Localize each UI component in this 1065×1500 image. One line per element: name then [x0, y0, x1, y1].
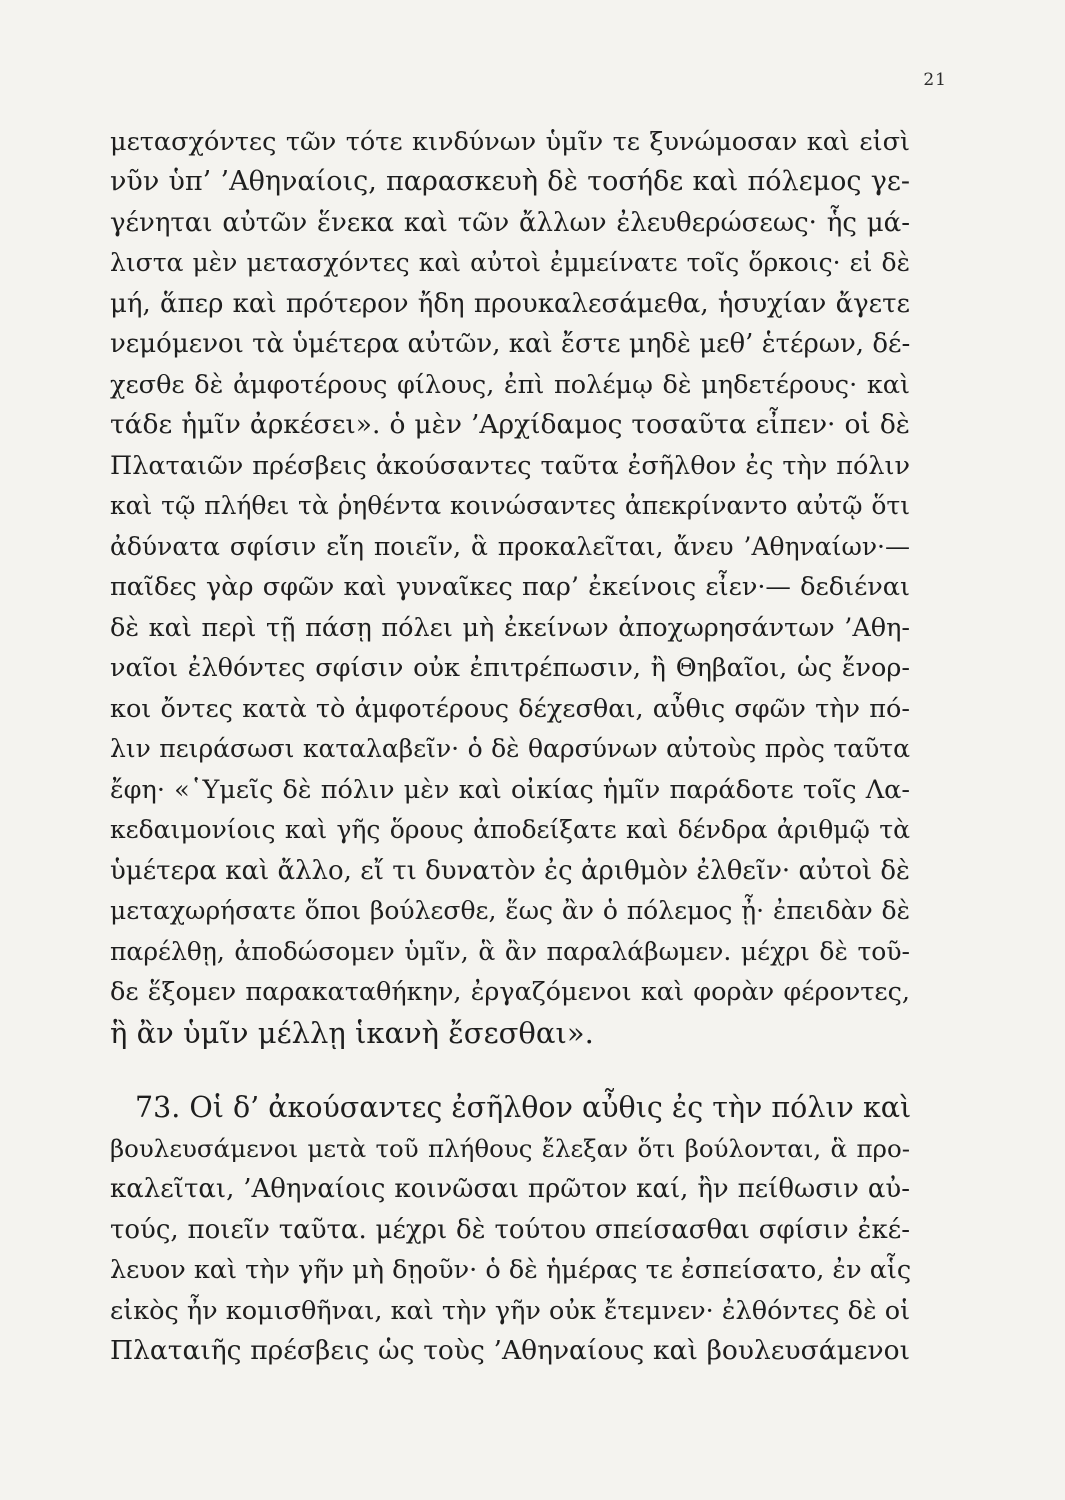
- text-line: παῖδες γὰρ σφῶν καὶ γυναῖκες παρ’ ἐκείνοις εἶεν·— δεδιέναι: [110, 572, 910, 602]
- text-line: παρέλθῃ, ἀποδώσομεν ὑμῖν, ἃ ἂν παραλάβωμεν. μέχρι δὲ τοῦ-: [110, 937, 910, 966]
- section-73-first-line: 73. Οἱ δ’ ἀκούσαντες ἐσῆλθον αὖθις ἐς τὴν πόλιν καὶ: [135, 1091, 912, 1124]
- text-line: νῦν ὑπ’ ’Αθηναίοις, παρασκευὴ δὲ τοσήδε καὶ πόλεμος γε-: [110, 166, 910, 197]
- text-line: Πλαταιῶν πρέσβεις ἀκούσαντες ταῦτα ἐσῆλθον ἐς τὴν πόλιν: [110, 451, 910, 481]
- text-line: λιν πειράσωσι καταλαβεῖν· ὁ δὲ θαρσύνων αὐτοὺς πρὸς ταῦτα: [110, 734, 910, 763]
- text-line: μετασχόντες τῶν τότε κινδύνων ὑμῖν τε ξυνώμοσαν καὶ εἰσὶ: [110, 127, 910, 157]
- text-line: λευον καὶ τὴν γῆν μὴ δῃοῦν· ὁ δὲ ἡμέρας τε ἐσπείσατο, ἐν αἷς: [110, 1255, 912, 1285]
- text-line: καὶ τῷ πλήθει τὰ ῥηθέντα κοινώσαντες ἀπεκρίναντο αὐτῷ ὅτι: [110, 491, 910, 520]
- text-line: γένηται αὐτῶν ἕνεκα καὶ τῶν ἄλλων ἐλευθερώσεως· ἧς μά-: [110, 208, 910, 238]
- text-line: χεσθε δὲ ἀμφοτέρους φίλους, ἐπὶ πολέμῳ δὲ μηδετέρους· καὶ: [110, 370, 910, 400]
- text-line: βουλευσάμενοι μετὰ τοῦ πλήθους ἔλεξαν ὅτι βούλονται, ἃ προ-: [110, 1134, 910, 1163]
- text-line: τάδε ἡμῖν ἀρκέσει». ὁ μὲν ’Αρχίδαμος τοσαῦτα εἶπεν· οἱ δὲ: [110, 409, 910, 440]
- text-line: δε ἕξομεν παρακαταθήκην, ἐργαζόμενοι καὶ φορὰν φέροντες,: [110, 977, 910, 1007]
- text-line: Πλαταιῆς πρέσβεις ὡς τοὺς ’Αθηναίους καὶ βουλευσάμενοι: [110, 1335, 910, 1366]
- text-line: δὲ καὶ περὶ τῇ πάσῃ πόλει μὴ ἐκείνων ἀποχωρησάντων ’Αθη-: [110, 613, 910, 643]
- text-line: εἰκὸς ἦν κομισθῆναι, καὶ τὴν γῆν οὐκ ἔτεμνεν· ἐλθόντες δὲ οἱ: [110, 1296, 911, 1326]
- page-number: 21: [923, 70, 947, 90]
- text-line: κεδαιμονίοις καὶ γῆς ὅρους ἀποδείξατε καὶ δένδρα ἀριθμῷ τὰ: [110, 815, 910, 844]
- text-line: λιστα μὲν μετασχόντες καὶ αὐτοὶ ἐμμείνατε τοῖς ὅρκοις· εἰ δὲ: [110, 248, 910, 277]
- text-line: ἀδύνατα σφίσιν εἴη ποιεῖν, ἃ προκαλεῖται, ἄνευ ’Αθηναίων·—: [110, 532, 910, 561]
- text-line: καλεῖται, ’Αθηναίοις κοινῶσαι πρῶτον καί, ἢν πείθωσιν αὐ-: [110, 1174, 910, 1204]
- text-line: ναῖοι ἐλθόντες σφίσιν οὐκ ἐπιτρέπωσιν, ἢ Θηβαῖοι, ὡς ἔνορ-: [110, 653, 910, 683]
- text-line: κοι ὄντες κατὰ τὸ ἀμφοτέρους δέχεσθαι, αὖθις σφῶν τὴν πό-: [110, 694, 910, 724]
- text-line: ἣ ἂν ὑμῖν μέλλῃ ἱκανὴ ἔσεσθαι».: [110, 1016, 594, 1050]
- text-line: νεμόμενοι τὰ ὑμέτερα αὐτῶν, καὶ ἔστε μηδὲ μεθ’ ἑτέρων, δέ-: [110, 329, 911, 359]
- text-line: ὑμέτερα καὶ ἄλλο, εἴ τι δυνατὸν ἐς ἀριθμὸν ἐλθεῖν· αὐτοὶ δὲ: [110, 856, 910, 886]
- text-line: μεταχωρήσατε ὅποι βούλεσθε, ἕως ἂν ὁ πόλεμος ᾖ· ἐπειδὰν δὲ: [110, 896, 910, 925]
- text-line: μή, ἅπερ καὶ πρότερον ἤδη προυκαλεσάμεθα, ἡσυχίαν ἄγετε: [110, 289, 910, 319]
- text-line: τούς, ποιεῖν ταῦτα. μέχρι δὲ τούτου σπείσασθαι σφίσιν ἐκέ-: [110, 1215, 910, 1245]
- text-line: ἔφη· «῾Υμεῖς δὲ πόλιν μὲν καὶ οἰκίας ἡμῖν παράδοτε τοῖς Λα-: [110, 775, 910, 805]
